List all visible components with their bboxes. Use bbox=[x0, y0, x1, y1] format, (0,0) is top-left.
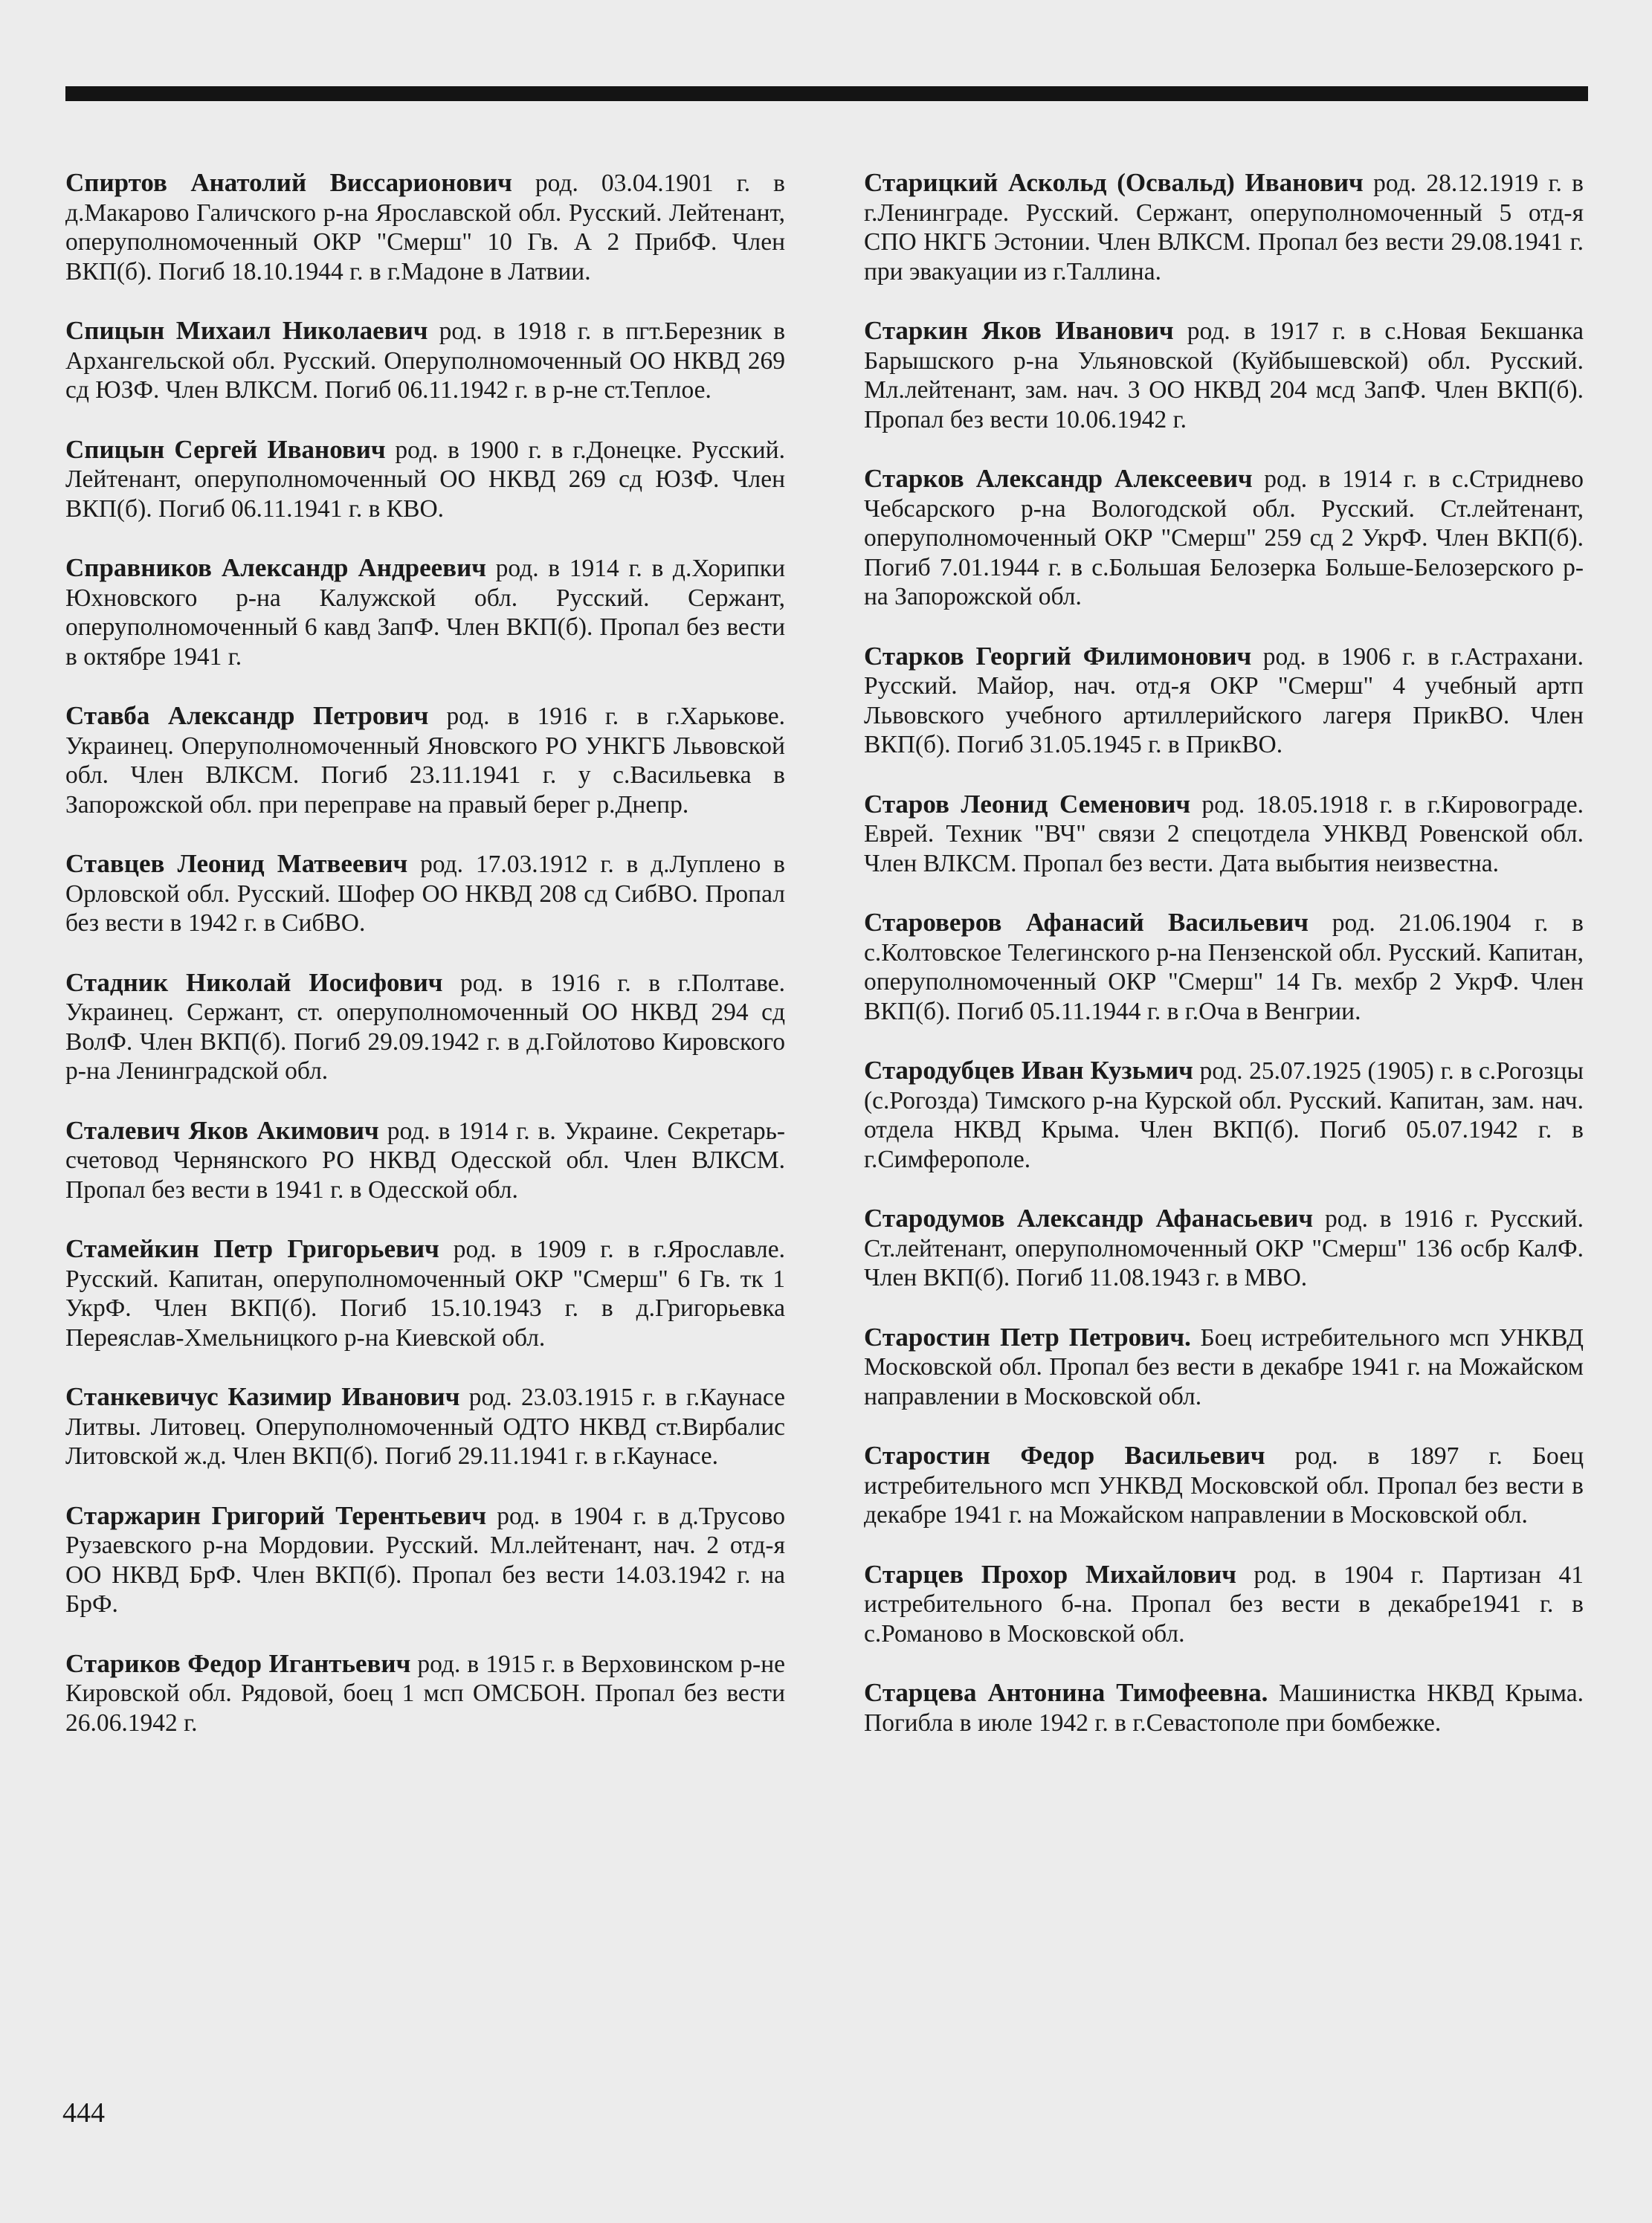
entry bbox=[65, 849, 785, 938]
entry-name: Старостин Петр Петрович. bbox=[864, 1322, 1191, 1352]
entry-text: род. 17.03.1912 г. в д.Луплено в Орловской обл. Русский. Шофер ОО НКВД 208 сд СибВО. Пропал без вести в 1942 г. в СибВО. bbox=[65, 851, 785, 937]
entry bbox=[864, 168, 1584, 286]
entry-text: Машинистка НКВД Крыма. Погибла в июле 1942 г. в г.Севастополе при бомбежке. bbox=[864, 1680, 1584, 1737]
entry-text: род. в 1917 г. в с.Новая Бекшанка Барышского р-на Ульяновской (Куйбышевской) обл. Русский. Мл.лейтенант, зам. нач. 3 ОО НКВД 204 мсд ЗапФ. Член ВКП(б). Пропал без вести 10.06.1942 г. bbox=[864, 317, 1584, 433]
entry bbox=[65, 1649, 785, 1738]
entry bbox=[65, 168, 785, 286]
entry-name: Старицкий Аскольд (Освальд) Иванович bbox=[864, 168, 1364, 197]
entry-name: Спицын Сергей Иванович bbox=[65, 434, 386, 464]
entry-name: Старжарин Григорий Терентьевич bbox=[65, 1500, 487, 1530]
entry-name: Старков Георгий Филимонович bbox=[864, 641, 1252, 671]
entry-text: род. в 1909 г. в г.Ярославле. Русский. Капитан, оперуполномоченный ОКР "Смерш" 6 Гв. тк 1 УкрФ. Член ВКП(б). Погиб 15.10.1943 г. в д.Григорьевка Переяслав-Хмельницкого р-на Киевской обл. bbox=[65, 1236, 785, 1352]
entry bbox=[864, 464, 1584, 612]
entry-name: Старкин Яков Иванович bbox=[864, 316, 1174, 345]
entry-text: род. в 1906 г. в г.Астрахани. Русский. Майор, нач. отд-я ОКР "Смерш" 4 учебный артп Львовского учебного артиллерийского лагеря ПрикВО. Член ВКП(б). Погиб 31.05.1945 г. в ПрикВО. bbox=[864, 642, 1584, 758]
entry bbox=[864, 908, 1584, 1026]
entry-name: Стариков Федор Игантьевич bbox=[65, 1648, 411, 1678]
entry bbox=[864, 790, 1584, 879]
entry-name: Старков Александр Алексеевич bbox=[864, 464, 1253, 493]
entry-name: Стадник Николай Иосифович bbox=[65, 967, 443, 997]
entry-text: род. 25.07.1925 (1905) г. в с.Рогозцы (с.Рогозда) Тимского р-на Курской обл. Русский. Капитан, зам. нач. отдела НКВД Крыма. Член ВКП(б). Погиб 05.07.1942 г. в г.Симферополе. bbox=[864, 1057, 1584, 1173]
right-column bbox=[864, 168, 1584, 1767]
entry-text: род. в 1918 г. в пгт.Березник в Архангельской обл. Русский. Оперуполномоченный ОО НКВД 269 сд ЮЗФ. Член ВЛКСМ. Погиб 06.11.1942 г. в р-не ст.Теплое. bbox=[65, 317, 786, 404]
entry-name: Сталевич Яков Акимович bbox=[65, 1115, 379, 1145]
entry-name: Старостин Федор Васильевич bbox=[864, 1441, 1265, 1470]
entry bbox=[65, 553, 785, 671]
entry-text: род. в 1897 г. Боец истребительного мсп УНКВД Московской обл. Пропал без вести в декабре 1941 г. на Можайском направлении в Московской обл. bbox=[864, 1442, 1584, 1529]
entry-text: род. в 1916 г. Русский. Ст.лейтенант, оперуполномоченный ОКР "Смерш" 136 осбр КалФ. Член ВКП(б). Погиб 11.08.1943 г. в МВО. bbox=[864, 1205, 1584, 1291]
entry-name: Ставба Александр Петрович bbox=[65, 701, 429, 730]
entry bbox=[65, 1382, 785, 1471]
entry-text: род. 03.04.1901 г. в д.Макарово Галичского р-на Ярославской обл. Русский. Лейтенант, оперуполномоченный ОКР "Смерш" 10 Гв. А 2 ПрибФ. Член ВКП(б). Погиб 18.10.1944 г. в г.Мадоне в Латвии. bbox=[65, 170, 786, 285]
header-rule bbox=[65, 86, 1588, 101]
entry-text: род. в 1916 г. в г.Полтаве. Украинец. Сержант, ст. оперуполномоченный ОО НКВД 294 сд ВолФ. Член ВКП(б). Погиб 29.09.1942 г. в д.Гойлотово Кировского р-на Ленинградской обл. bbox=[65, 969, 785, 1085]
entry-text: род. в 1914 г. в. Украине. Секретарь-счетовод Чернянского РО НКВД Одесской обл. Член ВЛКСМ. Пропал без вести в 1941 г. в Одесской обл. bbox=[65, 1117, 786, 1204]
entry-text: род. 28.12.1919 г. в г.Ленинграде. Русский. Сержант, оперуполномоченный 5 отд-я СПО НКГБ Эстонии. Член ВЛКСМ. Пропал без вести 29.08.1941 г. при эвакуации из г.Таллина. bbox=[864, 170, 1584, 285]
entry bbox=[864, 1678, 1584, 1738]
entry bbox=[65, 1234, 785, 1352]
entry-name: Станкевичус Казимир Иванович bbox=[65, 1382, 460, 1411]
entry-text: род. в 1914 г. в д.Хорипки Юхновского р-на Калужской обл. Русский. Сержант, оперуполномоченный 6 кавд ЗапФ. Член ВКП(б). Пропал без вести в октябре 1941 г. bbox=[65, 555, 785, 671]
entry-name: Ставцев Леонид Матвеевич bbox=[65, 849, 408, 878]
entry bbox=[65, 701, 785, 819]
entry-name: Старцев Прохор Михайлович bbox=[864, 1559, 1236, 1589]
entry-text: род. в 1904 г. Партизан 41 истребительного б-на. Пропал без вести в декабре1941 г. в с.Романово в Московской обл. bbox=[864, 1561, 1584, 1648]
entry-name: Спиртов Анатолий Виссарионович bbox=[65, 168, 512, 197]
entry-name: Справников Александр Андреевич bbox=[65, 553, 486, 582]
entry bbox=[864, 316, 1584, 434]
entry bbox=[65, 435, 785, 524]
entry bbox=[864, 642, 1584, 760]
entry-name: Старов Леонид Семенович bbox=[864, 789, 1191, 819]
entry bbox=[864, 1323, 1584, 1412]
entry-name: Стародумов Александр Афанасьевич bbox=[864, 1204, 1314, 1233]
entry-name: Стародубцев Иван Кузьмич bbox=[864, 1056, 1193, 1085]
entry-name: Спицын Михаил Николаевич bbox=[65, 316, 428, 345]
entry-text: род. в 1916 г. в г.Харькове. Украинец. Оперуполномоченный Яновского РО УНКГБ Львовской обл. Член ВЛКСМ. Погиб 23.11.1941 г. у с.Васильевка в Запорожской обл. при переправе на правый берег р.Днепр. bbox=[65, 703, 785, 819]
entry bbox=[65, 1501, 785, 1619]
entry-name: Старцева Антонина Тимофеевна. bbox=[864, 1678, 1268, 1707]
entry-name: Стамейкин Петр Григорьевич bbox=[65, 1234, 439, 1263]
entry-text: род. в 1904 г. в д.Трусово Рузаевского р-на Мордовии. Русский. Мл.лейтенант, нач. 2 отд-я ОО НКВД БрФ. Член ВКП(б). Пропал без вести 14.03.1942 г. на БрФ. bbox=[65, 1502, 785, 1618]
entry bbox=[864, 1441, 1584, 1530]
left-column bbox=[65, 168, 785, 1767]
entry bbox=[65, 1116, 785, 1205]
entry-text: род. 18.05.1918 г. в г.Кировограде. Еврей. Техник "ВЧ" связи 2 спецотдела УНКВД Ровенской обл. Член ВЛКСМ. Пропал без вести. Дата выбытия неизвестна. bbox=[864, 790, 1584, 877]
entry-text: род. 21.06.1904 г. в с.Колтовское Телегинского р-на Пензенской обл. Русский. Капитан, оперуполномоченный ОКР "Смерш" 14 Гв. мехбр 2 УкрФ. Член ВКП(б). Погиб 05.11.1944 г. в г.Оча в Венгрии. bbox=[864, 909, 1584, 1025]
entry bbox=[65, 968, 785, 1086]
page-number: 444 bbox=[62, 2097, 105, 2129]
entry bbox=[65, 316, 785, 405]
entry-text: род. 23.03.1915 г. в г.Каунасе Литвы. Литовец. Оперуполномоченный ОДТО НКВД ст.Вирбалис Литовской ж.д. Член ВКП(б). Погиб 29.11.1941 г. в г.Каунасе. bbox=[65, 1384, 785, 1470]
entry-text: род. в 1915 г. в Верховинском р-не Кировской обл. Рядовой, боец 1 мсп ОМСБОН. Пропал без вести 26.06.1942 г. bbox=[65, 1650, 785, 1737]
entry bbox=[864, 1056, 1584, 1174]
entry-text: Боец истребительного мсп УНКВД Московской обл. Пропал без вести в декабре 1941 г. на Можайском направлении в Московской обл. bbox=[864, 1323, 1584, 1410]
entry bbox=[864, 1204, 1584, 1293]
entry-text: род. в 1914 г. в с.Стриднево Чебсарского р-на Вологодской обл. Русский. Ст.лейтенант, оперуполномоченный ОКР "Смерш" 259 сд 2 УкрФ. Член ВКП(б). Погиб 7.01.1944 г. в с.Большая Белозерка Больше-Белозерского р-на Запорожской обл. bbox=[864, 465, 1584, 610]
entry-name: Староверов Афанасий Васильевич bbox=[864, 908, 1309, 937]
entry bbox=[864, 1560, 1584, 1649]
entry-text: род. в 1900 г. в г.Донецке. Русский. Лейтенант, оперуполномоченный ОО НКВД 269 сд ЮЗФ. Член ВКП(б). Погиб 06.11.1941 г. в КВО. bbox=[65, 436, 785, 523]
